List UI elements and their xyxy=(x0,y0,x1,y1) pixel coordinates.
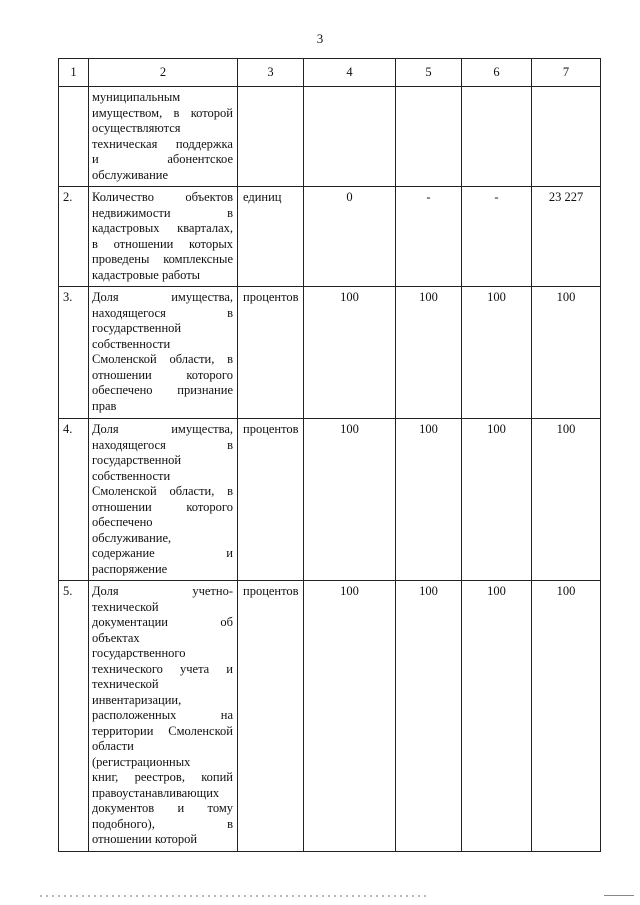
indicator-line: техническая поддержка xyxy=(92,136,233,151)
value-col-5: 100 xyxy=(396,581,462,852)
indicator-line: кадастровых кварталах, xyxy=(92,221,233,235)
value-col-7: 23 227 xyxy=(532,187,601,287)
indicator-name xyxy=(89,581,238,852)
indicator-line: Количество объектов xyxy=(92,190,233,204)
row-number xyxy=(59,87,89,187)
indicator-line: объектах xyxy=(92,630,140,645)
row-number: 3. xyxy=(59,287,89,419)
value-col-7: 100 xyxy=(532,581,601,852)
indicator-name xyxy=(89,287,238,419)
header-cell-7: 7 xyxy=(532,59,601,87)
indicator-line: расположенных на xyxy=(92,708,233,722)
value-col-5: 100 xyxy=(396,287,462,419)
indicator-line: документации об xyxy=(92,615,233,629)
indicator-line: осуществляются xyxy=(92,121,181,135)
value-col-4: 100 xyxy=(304,287,396,419)
unit-cell: процентов xyxy=(238,419,304,581)
indicator-line: содержание и xyxy=(92,546,233,560)
value-col-5 xyxy=(396,87,462,187)
indicator-line: Доля имущества, xyxy=(92,422,233,436)
header-row xyxy=(59,59,601,87)
indicator-line: и абонентское xyxy=(92,152,233,166)
indicator-name xyxy=(89,87,238,187)
unit-cell: единиц xyxy=(238,187,304,287)
table-row xyxy=(59,87,601,187)
indicator-line: документов и тому xyxy=(92,801,233,815)
scan-mark xyxy=(604,895,634,896)
indicator-line: территории Смоленской xyxy=(92,723,233,738)
indicator-line: Смоленской области, в xyxy=(92,484,233,498)
table-row xyxy=(59,419,601,581)
indicator-line: обслуживание, xyxy=(92,530,172,545)
unit-cell xyxy=(238,87,304,187)
value-col-4: 0 xyxy=(304,187,396,287)
value-col-5: - xyxy=(396,187,462,287)
indicator-line: недвижимости в xyxy=(92,205,233,220)
indicator-line: Доля имущества, xyxy=(92,290,233,304)
indicator-line: находящегося в xyxy=(92,305,233,320)
page-number: 3 xyxy=(316,31,324,46)
value-col-6: 100 xyxy=(462,287,532,419)
indicator-line: инвентаризации, xyxy=(92,692,182,707)
indicator-line: в отношении которых xyxy=(92,236,233,251)
header-cell-5: 5 xyxy=(396,59,462,87)
indicator-line: отношении которой xyxy=(92,832,198,846)
row-number: 5. xyxy=(59,581,89,852)
indicator-line: отношении которого xyxy=(92,499,233,514)
indicator-line: государственной xyxy=(92,453,182,467)
indicator-line: кадастровые работы xyxy=(92,267,201,282)
indicator-line: обслуживание xyxy=(92,167,169,182)
indicator-line: отношении которого xyxy=(92,367,233,382)
indicator-name xyxy=(89,187,238,287)
value-col-4 xyxy=(304,87,396,187)
indicator-line: муниципальным xyxy=(92,90,181,104)
indicator-line: правоустанавливающих xyxy=(92,785,220,800)
table-row xyxy=(59,287,601,419)
value-col-4: 100 xyxy=(304,581,396,852)
indicator-line: области xyxy=(92,739,134,753)
indicators-table xyxy=(58,58,601,852)
value-col-7: 100 xyxy=(532,287,601,419)
indicator-line: собственности xyxy=(92,468,171,483)
indicator-line: технического учета и xyxy=(92,661,233,676)
indicator-line: обеспечено признание xyxy=(92,383,233,397)
row-number: 2. xyxy=(59,187,89,287)
indicator-line: книг, реестров, копий xyxy=(92,770,233,784)
value-col-6 xyxy=(462,87,532,187)
indicator-line: технической xyxy=(92,677,159,691)
indicator-line: распоряжение xyxy=(92,561,168,576)
value-col-6: - xyxy=(462,187,532,287)
indicator-line: собственности xyxy=(92,336,171,351)
value-col-6: 100 xyxy=(462,581,532,852)
indicator-line: обеспечено xyxy=(92,515,153,529)
indicator-line: имуществом, в которой xyxy=(92,105,233,120)
scan-dots xyxy=(40,895,430,897)
value-col-5: 100 xyxy=(396,419,462,581)
indicator-line: Смоленской области, в xyxy=(92,352,233,366)
header-cell-1: 1 xyxy=(59,59,89,87)
indicator-line: подобного), в xyxy=(92,816,233,831)
value-col-6: 100 xyxy=(462,419,532,581)
indicator-name xyxy=(89,419,238,581)
indicator-line: Доля учетно- xyxy=(92,584,233,598)
indicator-line: государственной xyxy=(92,321,182,335)
indicator-line: находящегося в xyxy=(92,437,233,452)
indicator-line: (регистрационных xyxy=(92,754,191,769)
header-cell-6: 6 xyxy=(462,59,532,87)
row-number: 4. xyxy=(59,419,89,581)
unit-cell: процентов xyxy=(238,581,304,852)
indicator-line: проведены комплексные xyxy=(92,252,233,266)
unit-cell: процентов xyxy=(238,287,304,419)
table-row xyxy=(59,581,601,852)
value-col-4: 100 xyxy=(304,419,396,581)
indicator-line: технической xyxy=(92,599,159,614)
value-col-7: 100 xyxy=(532,419,601,581)
table-row xyxy=(59,187,601,287)
value-col-7 xyxy=(532,87,601,187)
indicator-line: прав xyxy=(92,398,117,413)
header-cell-3: 3 xyxy=(238,59,304,87)
indicator-line: государственного xyxy=(92,646,186,660)
header-cell-2: 2 xyxy=(89,59,238,87)
header-cell-4: 4 xyxy=(304,59,396,87)
